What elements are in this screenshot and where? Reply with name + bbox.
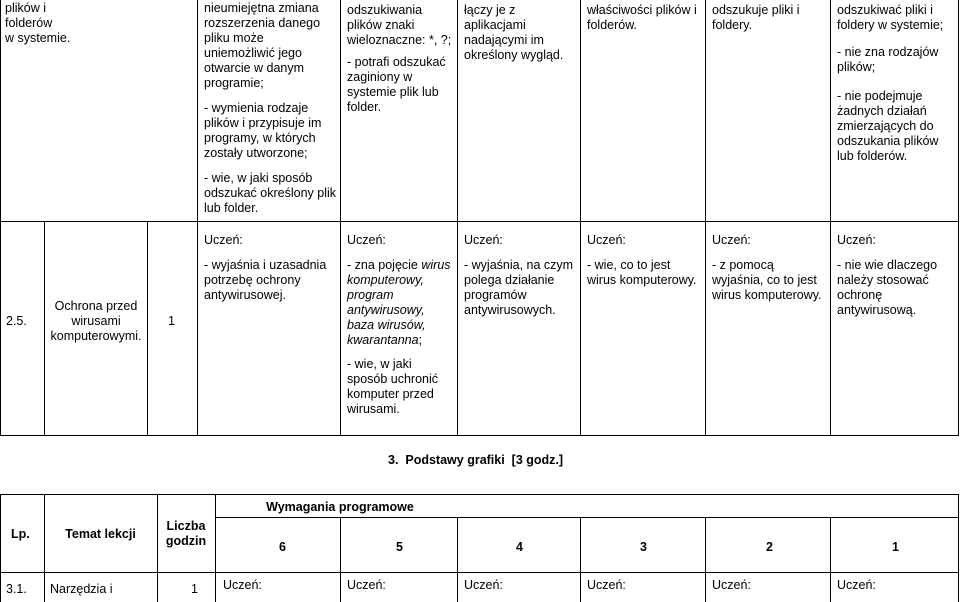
grid-line [580, 0, 581, 436]
section-title: 3. Podstawy grafiki [3 godz.] [388, 453, 564, 467]
row2-col-d1-terms: wirus komputerowy, program antywirusowy, baza wirusów, kwarantanna [347, 258, 451, 347]
uczen-label: Uczeń: [837, 233, 876, 247]
grid-line [215, 517, 959, 518]
grid-line [705, 0, 706, 436]
grid-line [958, 494, 959, 602]
uczen-label: Uczeń: [347, 233, 386, 247]
row-uczen: Uczeń: [587, 578, 626, 592]
grid-line [44, 494, 45, 602]
row2-hours: 1 [168, 314, 175, 328]
row1-col-a: plików i folderów w systemie. [5, 1, 71, 45]
grid-line [340, 0, 341, 436]
row2-col-f: - wie, co to jest wirus komputerowy. [587, 258, 697, 287]
grade-2: 2 [766, 540, 773, 554]
header-lp: Lp. [11, 527, 30, 541]
grid-line [580, 517, 581, 602]
row2-col-g: - z pomocą wyjaśnia, co to jest wirus komputerowy. [712, 258, 822, 302]
row1-col-c1: nieumiejętna zmiana rozszerzenia danego pliku może uniemożliwić jego otwarcie w danym programie; [204, 1, 321, 90]
grid-line [0, 572, 959, 573]
grid-line [705, 517, 706, 602]
grid-line [457, 517, 458, 602]
grade-1: 1 [892, 540, 899, 554]
row1-col-d2: - potrafi odszukać zaginiony w systemie plik lub folder. [347, 55, 446, 114]
row1-col-g: odszukuje pliki i foldery. [712, 3, 800, 32]
grid-line [197, 0, 198, 436]
row1-col-h2: - nie zna rodzajów plików; [837, 45, 939, 74]
row-topic: Narzędzia i [50, 582, 113, 596]
grid-line [0, 0, 1, 436]
uczen-label: Uczeń: [587, 233, 626, 247]
grid-line [0, 494, 1, 602]
grid-line [958, 0, 959, 436]
row1-col-f: właściwości plików i folderów. [587, 3, 697, 32]
grid-line [830, 0, 831, 436]
row2-lp: 2.5. [6, 314, 27, 328]
grid-line [340, 517, 341, 602]
row1-col-h1: odszukiwać pliki i foldery w systemie; [837, 3, 944, 32]
row2-col-d2: - wie, w jaki sposób uchronić komputer przed wirusami. [347, 357, 439, 416]
row2-col-h: - nie wie dlaczego należy stosować ochronę antywirusową. [837, 258, 938, 317]
grid-line [457, 0, 458, 436]
grid-line [0, 435, 959, 436]
uczen-label: Uczeń: [204, 233, 243, 247]
row1-col-e: łączy je z aplikacjami nadającymi im określony wygląd. [464, 3, 564, 62]
grid-line [0, 494, 959, 495]
row2-col-d1 [347, 258, 457, 348]
grid-line [0, 221, 959, 222]
header-topic: Temat lekcji [65, 527, 136, 541]
header-requirements: Wymagania programowe [266, 500, 414, 514]
row-lp: 3.1. [6, 582, 27, 596]
row-uczen: Uczeń: [712, 578, 751, 592]
row-uczen: Uczeń: [223, 578, 262, 592]
row2-col-d1-prefix: - zna pojęcie [347, 258, 422, 272]
row1-col-h3: - nie podejmuje żadnych działań zmierzających do odszukania plików lub folderów. [837, 89, 939, 163]
row2-col-e: - wyjaśnia, na czym polega działanie programów antywirusowych. [464, 258, 574, 317]
grade-4: 4 [516, 540, 523, 554]
row1-col-c2: - wymienia rodzaje plików i przypisuje im programy, w których zostały utworzone; [204, 101, 322, 160]
uczen-label: Uczeń: [464, 233, 503, 247]
grid-line [830, 517, 831, 602]
grade-5: 5 [396, 540, 403, 554]
grade-3: 3 [640, 540, 647, 554]
row2-col-d1-suffix: ; [418, 333, 423, 347]
grid-line [147, 222, 148, 436]
row-uczen: Uczeń: [837, 578, 876, 592]
row2-col-c: - wyjaśnia i uzasadnia potrzebę ochrony antywirusowej. [204, 258, 327, 302]
header-hours: Liczba godzin [165, 519, 207, 548]
row-uczen: Uczeń: [347, 578, 386, 592]
row1-col-d1: odszukiwania plików znaki wieloznaczne: *, ?; [347, 3, 452, 47]
row2-topic: Ochrona przed wirusami komputerowymi. [50, 299, 142, 343]
row-hours: 1 [191, 582, 198, 596]
grade-6: 6 [279, 540, 286, 554]
row-uczen: Uczeń: [464, 578, 503, 592]
uczen-label: Uczeń: [712, 233, 751, 247]
row1-col-c3: - wie, w jaki sposób odszukać określony plik lub folder. [204, 171, 337, 215]
